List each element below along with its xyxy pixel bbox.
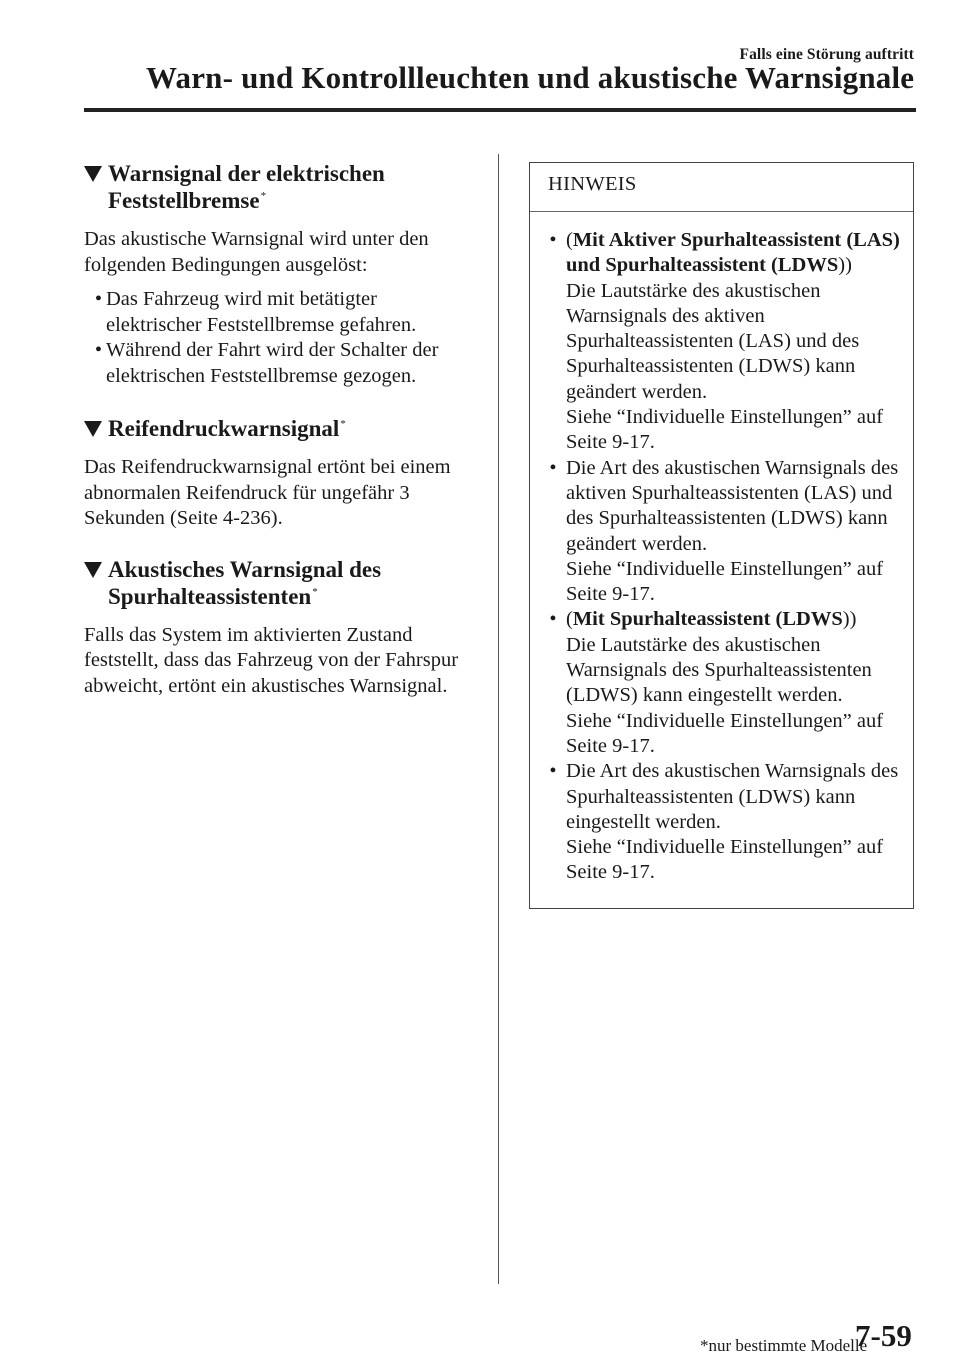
triangle-marker-icon: [84, 415, 108, 442]
bullet-icon: •: [549, 608, 557, 631]
bullet-text: Während der Fahrt wird der Schalter der elektrischen Feststellbremse gezogen.: [106, 339, 439, 387]
section-body: Das Reifendruckwarnsignal ertönt bei einem abnormalen Reifendruck für ungefähr 3 Sekunden (Seite 4-236).: [84, 456, 451, 529]
heading-text: Akustisches Warnsignal des: [108, 556, 382, 582]
note-item: [540, 228, 903, 456]
bullet-item: [84, 287, 476, 338]
heading-text: Reifendruckwarnsignal: [108, 416, 340, 441]
bullet-icon: •: [549, 760, 557, 783]
note-item-text: Die Lautstärke des akustischen Warnsignals des Spurhalteassistenten (LDWS) kann eingestellt werden.: [566, 633, 872, 707]
triangle-marker-icon: [84, 160, 108, 214]
section-heading: [84, 160, 476, 214]
left-column: [84, 160, 476, 699]
note-item-reference: Siehe “Individuelle Einstellungen” auf Seite 9-17.: [566, 836, 884, 884]
header-rule: [84, 108, 916, 112]
note-item-reference: Siehe “Individuelle Einstellungen” auf Seite 9-17.: [566, 557, 884, 606]
condition-text: Mit Aktiver Spurhalteassistent (LAS) und Spurhalteassistent (LDWS: [566, 229, 900, 277]
bullet-list: [84, 287, 476, 389]
bullet-icon: •: [94, 339, 102, 361]
note-item-reference: Siehe “Individuelle Einstellungen” auf Seite 9-17.: [566, 406, 884, 454]
chapter-title: Falls eine Störung auftritt: [739, 46, 914, 63]
note-item-reference: Siehe “Individuelle Einstellungen” auf Seite 9-17.: [566, 709, 884, 757]
asterisk: *: [340, 418, 346, 430]
triangle-marker-icon: [84, 556, 108, 610]
bullet-text: Das Fahrzeug wird mit betätigter elektrischer Feststellbremse gefahren.: [106, 288, 417, 336]
note-item: [540, 456, 903, 608]
bullet-icon: •: [549, 456, 557, 479]
section-heading: [84, 556, 476, 610]
note-item: [540, 759, 903, 885]
section-tire-pressure: [84, 415, 476, 532]
note-item-condition: (Mit Aktiver Spurhalteassistent (LAS) und Spurhalteassistent (LDWS)): [566, 229, 900, 277]
page-title: Warn- und Kontrollleuchten und akustische Warnsignale: [146, 60, 915, 95]
section-body: Falls das System im aktivierten Zustand feststellt, dass das Fahrzeug von der Fahrspur abweicht, ertönt ein akustisches Warnsignal.: [84, 623, 459, 697]
note-title: HINWEIS: [548, 173, 637, 195]
footnote: *nur bestimmte Modelle: [700, 1336, 868, 1355]
heading-text: Spurhalteassistenten: [108, 583, 312, 609]
note-item-text: Die Art des akustischen Warnsignals des aktiven Spurhalteassistenten (LAS) und des Spurhalteassistenten (LDWS) kann geändert werden.: [566, 456, 899, 555]
page-number: 7-59: [855, 1318, 912, 1353]
column-divider: [498, 154, 499, 1284]
section-heading: [84, 415, 476, 442]
bullet-item: [84, 338, 476, 389]
bullet-icon: •: [94, 288, 102, 310]
condition-text: Mit Spurhalteassistent (LDWS: [572, 608, 843, 631]
heading-text: Feststellbremse: [108, 188, 260, 213]
note-list: [530, 212, 913, 886]
bullet-icon: •: [549, 229, 557, 251]
section-parking-brake: [84, 160, 476, 389]
note-box: [529, 162, 914, 909]
section-body: Das akustische Warnsignal wird unter den folgenden Bedingungen ausgelöst:: [84, 228, 429, 276]
note-item-condition: (Mit Spurhalteassistent (LDWS)): [566, 608, 857, 631]
asterisk: *: [260, 190, 267, 202]
section-lane-assist: [84, 556, 476, 700]
note-item-text: Die Art des akustischen Warnsignals des Spurhalteassistenten (LDWS) kann eingestellt werden.: [566, 760, 899, 833]
note-item: [540, 607, 903, 759]
note-item-text: Die Lautstärke des akustischen Warnsignals des aktiven Spurhalteassistenten (LAS) und des Spurhalteassistenten (LDWS) kann geändert werden.: [566, 279, 860, 403]
asterisk: *: [312, 585, 318, 598]
heading-text: Warnsignal der elektrischen: [108, 161, 385, 186]
